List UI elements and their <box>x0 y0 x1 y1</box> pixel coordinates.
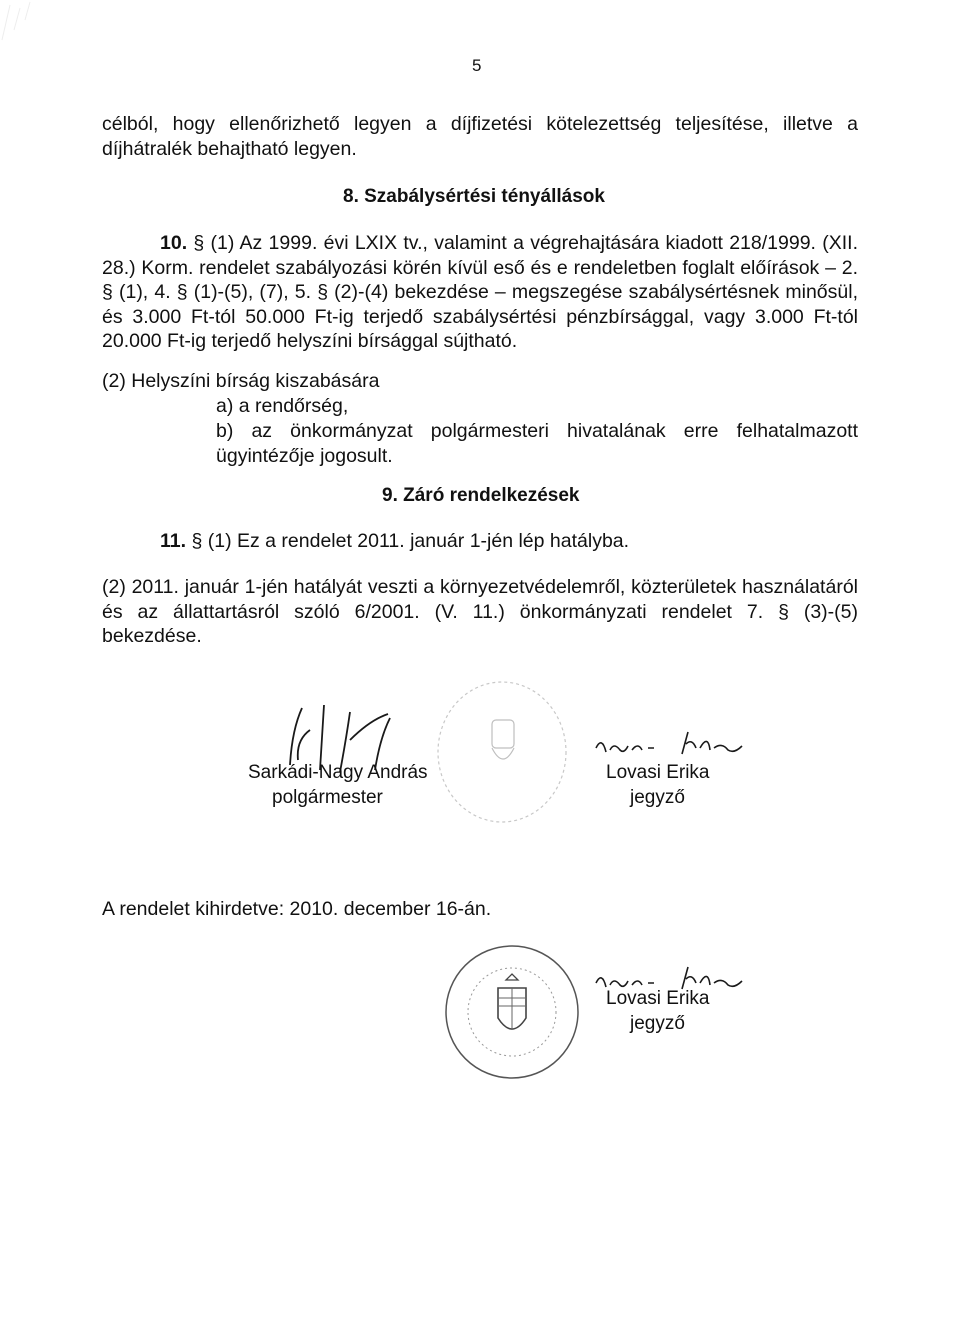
paragraph-10-body: § (1) Az 1999. évi LXIX tv., valamint a végrehajtására kiadott 218/1999. (XII. 28.) Korm. rendelet szabályozási körén kívül eső és e rendeletben foglalt előírások – 2. § (1), 4. § (1)-(5), (7), 5. § (2)-(4) bekezdése – megszegése szabálysértésnek minősül, és 3.000 Ft-tól 50.000 Ft-ig terjedő szabálysértési pénzbírsággal, vagy 3.000 Ft-tól 20.000 Ft-ig terjedő helyszíni bírsággal sújtható. <box>102 232 858 352</box>
mayor-name: Sarkádi-Nagy András <box>248 762 428 783</box>
paragraph-11-body: § (1) Ez a rendelet 2011. január 1-jén lép hatályba. <box>186 530 630 552</box>
paragraph-11-number: 11. <box>160 530 187 552</box>
list-item-b: b) az önkormányzat polgármesteri hivatalának erre felhatalmazott ügyintézője jogosult. <box>216 420 858 467</box>
paragraph-10 <box>102 231 858 354</box>
promulgation-text: A rendelet kihirdetve: 2010. december 16-án. <box>102 898 492 920</box>
list-item-a: a) a rendőrség, <box>216 395 349 417</box>
notary-signature-1 <box>592 728 762 760</box>
scan-artifact <box>0 0 60 60</box>
official-seal-faint <box>430 675 575 830</box>
notary-title: jegyző <box>630 787 685 808</box>
section-9-heading: 9. Záró rendelkezések <box>382 485 580 506</box>
promulgation-notary-title: jegyző <box>630 1013 685 1034</box>
notary-name: Lovasi Erika <box>606 762 710 783</box>
intro-paragraph: célból, hogy ellenőrizhető legyen a díjfizetési kötelezettség teljesítése, illetve a díjhátralék behajtható legyen. <box>102 113 858 160</box>
paragraph-11-2: (2) 2011. január 1-jén hatályát veszti a környezetvédelemről, közterületek használatáról és az állattartásról szóló 6/2001. (V. 11.) önkormányzati rendelet 7. § (3)-(5) bekezdése. <box>102 576 858 647</box>
promulgation-notary-name: Lovasi Erika <box>606 988 710 1009</box>
mayor-title: polgármester <box>272 787 383 808</box>
municipal-stamp <box>440 940 585 1085</box>
paragraph-10-2-intro: (2) Helyszíni bírság kiszabására <box>102 370 380 392</box>
paragraph-10-number: 10. <box>160 232 188 254</box>
paragraph-11 <box>160 530 629 553</box>
section-8-heading: 8. Szabálysértési tényállások <box>343 186 605 207</box>
page-number: 5 <box>472 56 482 75</box>
